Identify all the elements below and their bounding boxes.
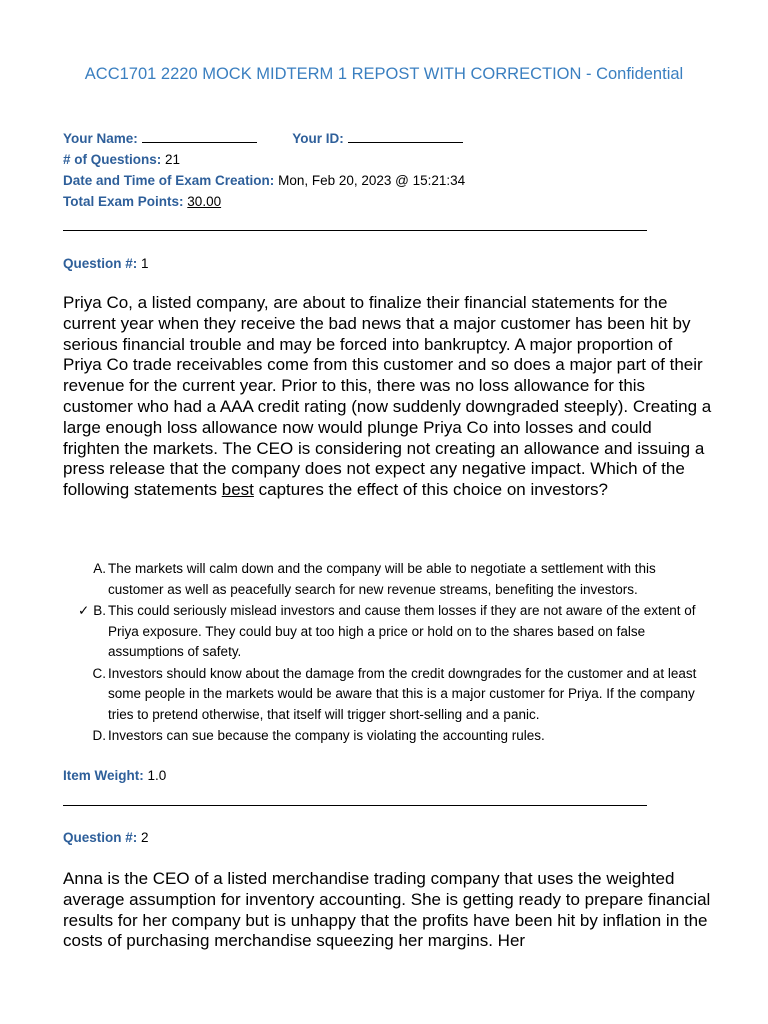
item-weight-label: Item Weight: <box>63 768 144 783</box>
creation-value: Mon, Feb 20, 2023 @ 15:21:34 <box>278 173 466 188</box>
option-text: This could seriously mislead investors and cause them losses if they are not aware of the extent of Priya exposure. They could buy at too high a price or hold on to the shares based on false assumptions of safety. <box>108 602 696 660</box>
divider <box>63 805 647 806</box>
option-letter: A. <box>93 561 106 576</box>
divider <box>63 230 647 231</box>
question-1-text-part: Priya Co, a listed company, are about to finalize their financial statements for the current year when they receive the bad news that a major customer has been hit by serious financial trouble and may be forced into bankruptcy. A major proportion of Priya Co trade receivables come from this customer and so does a major part of their revenue for the current year. Prior to this, there was no loss allowance for this customer who had a AAA credit rating (now suddenly downgraded steeply). Creating a large enough loss allowance now would plunge Priya Co into losses and could frighten the markets. The CEO is considering not creating an allowance and issuing a press release that the company does not expect any negative impact. Which of the following statements <box>63 293 712 500</box>
option-c[interactable] <box>80 664 710 726</box>
option-d[interactable] <box>80 726 710 747</box>
option-letter: D. <box>92 728 106 744</box>
questions-value: 21 <box>165 152 181 167</box>
option-text: Investors can sue because the company is violating the accounting rules. <box>108 728 545 744</box>
item-weight-row <box>63 768 166 783</box>
option-b[interactable] <box>80 601 710 663</box>
questions-label: # of Questions: <box>63 152 162 167</box>
question-label: Question #: <box>63 256 138 271</box>
question-1-header <box>63 256 149 271</box>
name-id-row <box>63 129 463 149</box>
item-weight-value: 1.0 <box>147 768 167 783</box>
option-letter: B. <box>93 602 106 618</box>
question-2-text: Anna is the CEO of a listed merchandise trading company that uses the weighted average assumption for inventory accounting. She is getting ready to prepare financial results for her company but is unhappy that the profits have been hit by inflation in the costs of purchasing merchandise squeezing her margins. Her <box>63 869 711 951</box>
correct-check-icon: ✓ <box>78 602 90 618</box>
question-1-text <box>63 293 713 501</box>
question-1-emphasis: best <box>221 480 254 500</box>
option-text: Investors should know about the damage from the credit downgrades for the customer and at least some people in the markets would be aware that this is a major customer for Priya. If the company tries to pretend otherwise, that itself will trigger short-selling and a panic. <box>108 665 697 722</box>
creation-label: Date and Time of Exam Creation: <box>63 173 275 188</box>
questions-count-row <box>63 150 180 170</box>
question-label: Question #: <box>63 830 138 845</box>
option-letter: C. <box>92 665 106 681</box>
total-points-row <box>63 192 221 212</box>
points-label: Total Exam Points: <box>63 194 184 209</box>
question-number: 1 <box>141 256 149 271</box>
id-blank <box>348 130 463 143</box>
option-a[interactable] <box>80 559 710 600</box>
question-1-options <box>80 559 710 747</box>
points-value: 30.00 <box>187 194 222 209</box>
question-number: 2 <box>141 830 149 845</box>
id-label: Your ID: <box>292 131 344 146</box>
name-label: Your Name: <box>63 131 138 146</box>
question-1-text-end: captures the effect of this choice on investors? <box>253 480 608 500</box>
name-blank <box>142 130 257 143</box>
exam-title: ACC1701 2220 MOCK MIDTERM 1 REPOST WITH CORRECTION - Confidential <box>84 65 684 83</box>
question-2-header <box>63 830 149 845</box>
option-text: The markets will calm down and the company will be able to negotiate a settlement with this customer as well as peacefully search for new revenue streams, benefiting the investors. <box>108 561 656 597</box>
creation-date-row <box>63 171 465 191</box>
